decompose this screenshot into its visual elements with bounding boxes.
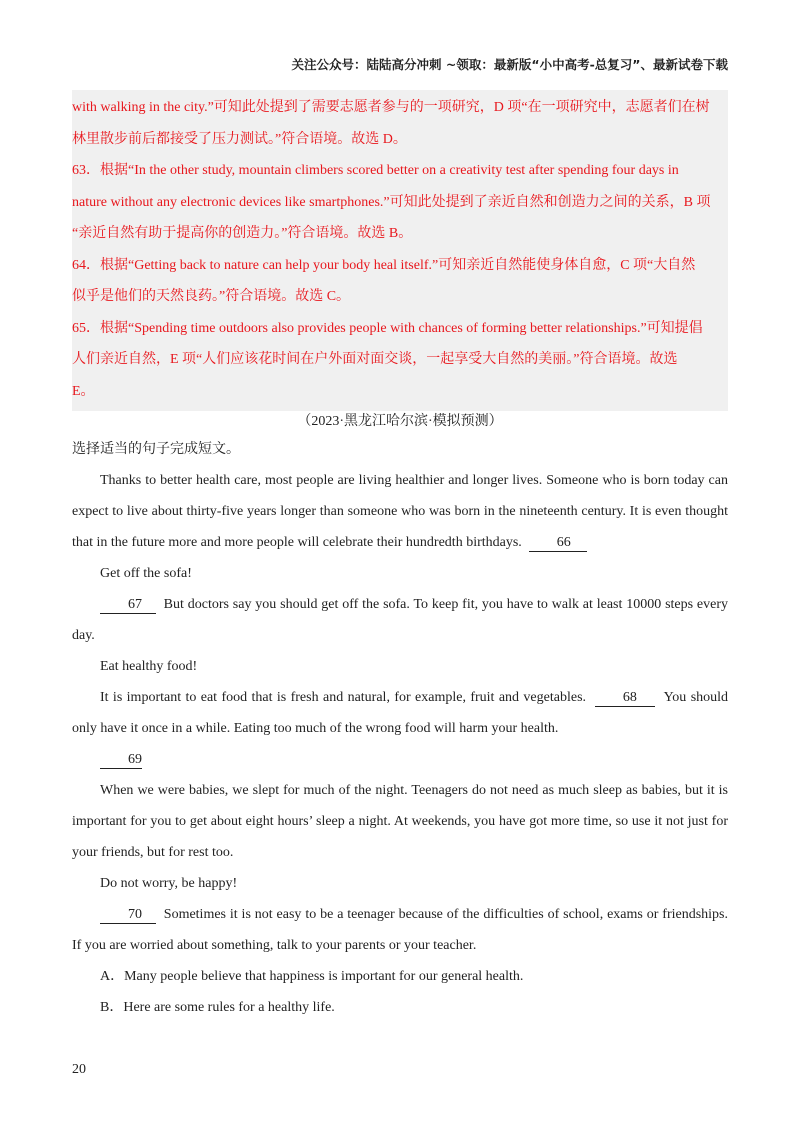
answer-line: 似乎是他们的天然良药。”符合语境。故选 C。 bbox=[72, 289, 351, 304]
blank-69: 69 bbox=[100, 752, 142, 769]
answer-line: with walking in the city.”可知此处提到了需要志愿者参与的一项研究，D 项“在一项研究中，志愿者们在树 bbox=[72, 100, 710, 115]
answer-line: 65．根据“Spending time outdoors also provides people with chances of forming better relationships.”可知提倡 bbox=[72, 320, 703, 336]
paragraph-text: If you are worried about something, talk to your parents or your teacher. bbox=[72, 938, 477, 953]
passage-content bbox=[72, 434, 728, 1023]
section-heading-sofa: Get off the sofa! bbox=[100, 566, 192, 581]
paragraph-text: But doctors say you should get off the sofa. To keep fit, you have to walk at least 10000 steps every day. bbox=[72, 597, 728, 643]
blank-70: 70 bbox=[100, 907, 156, 924]
answer-line: nature without any electronic devices like smartphones.”可知此处提到了亲近自然和创造力之间的关系，B 项 bbox=[72, 194, 711, 210]
blank-66: 66 bbox=[529, 535, 587, 552]
passage-paragraph-5 bbox=[72, 899, 728, 961]
page-number: 20 bbox=[72, 1062, 86, 1077]
question-source: （2023·黑龙江哈尔滨·模拟预测） bbox=[297, 414, 503, 429]
answer-line: 64．根据“Getting back to nature can help your body heal itself.”可知亲近自然能使身体自愈，C 项“大自然 bbox=[72, 257, 696, 273]
section-heading-happy: Do not worry, be happy! bbox=[100, 876, 238, 891]
option-b: B．Here are some rules for a healthy life. bbox=[100, 1000, 335, 1015]
answer-line: “亲近自然有助于提高你的创造力。”符合语境。故选 B。 bbox=[72, 226, 413, 241]
passage-paragraph-2 bbox=[72, 589, 728, 651]
answer-line: 63．根据“In the other study, mountain climbers scored better on a creativity test after spending four days in bbox=[72, 163, 679, 178]
paragraph-text: Thanks to better health care, most people are living healthier and longer lives. Someone who is born today can expect to live about thirty-five years longer than someone who was born in the nineteenth century. It is even thought that in the future more and more people will celebrate their hundredth birthdays. bbox=[72, 473, 728, 550]
instruction: 选择适当的句子完成短文。 bbox=[72, 442, 240, 457]
answer-explanation-box bbox=[72, 90, 728, 411]
paragraph-text: Sometimes it is not easy to be a teenager because of the difficulties of school, exams or friendships. bbox=[163, 907, 729, 922]
answer-line: 林里散步前后都接受了压力测试。”符合语境。故选 D。 bbox=[72, 131, 407, 147]
section-heading-food: Eat healthy food! bbox=[100, 659, 198, 674]
paragraph-text: It is important to eat food that is fresh and natural, for example, fruit and vegetables. bbox=[100, 690, 587, 705]
passage-paragraph-4: When we were babies, we slept for much of the night. Teenagers do not need as much sleep as babies, but it is important for you to get about eight hours’ sleep a night. At weekends, you have got more time, so use it not just for your friends, but for rest too. bbox=[72, 783, 728, 860]
page-header: 关注公众号：陆陆高分冲刺 ~领取：最新版“小中高考-总复习”、最新试卷下载 bbox=[291, 57, 728, 72]
answer-line: 人们亲近自然，E 项“人们应该花时间在户外面对面交谈，一起享受大自然的美丽。”符合语境。故选 bbox=[72, 352, 678, 367]
paragraph-text: You should only have it once in a while. Eating too much of the wrong food will harm your health. bbox=[72, 690, 729, 736]
option-a: A．Many people believe that happiness is important for our general health. bbox=[100, 969, 524, 984]
blank-67: 67 bbox=[100, 597, 156, 614]
passage-blank-69-line bbox=[72, 744, 728, 775]
passage-paragraph-3 bbox=[72, 682, 728, 744]
blank-68: 68 bbox=[595, 690, 655, 707]
passage-paragraph-1 bbox=[72, 465, 728, 558]
answer-line: E。 bbox=[72, 383, 95, 399]
